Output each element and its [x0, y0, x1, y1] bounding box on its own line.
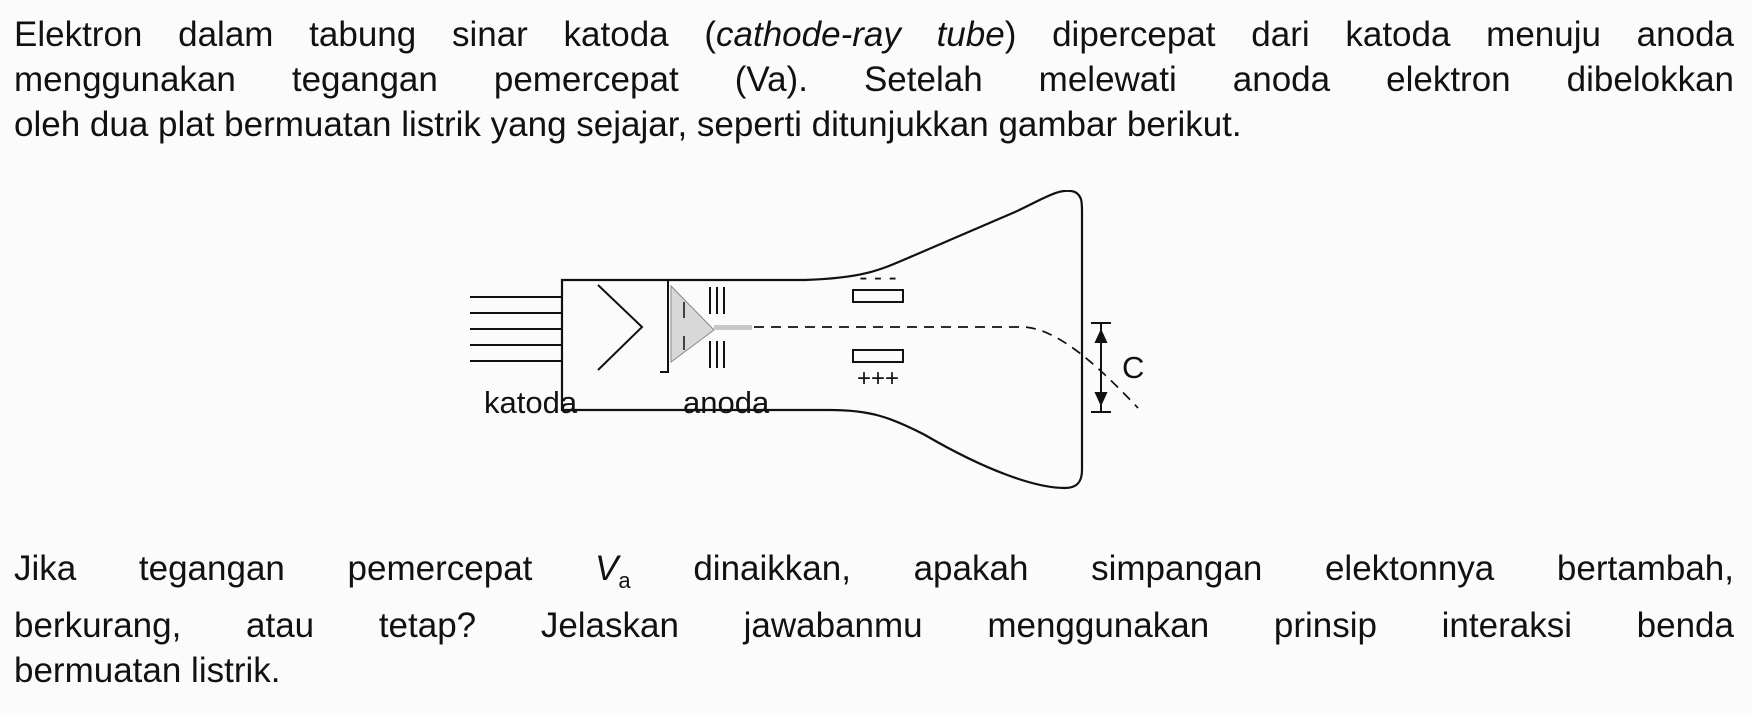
crt-tube-outline [562, 191, 1082, 488]
anode-label: anoda [683, 385, 770, 420]
electron-beam-path [754, 327, 1138, 408]
cathode-wires [470, 297, 562, 361]
cathode-filament [598, 285, 642, 370]
intro-line-2: menggunakan tegangan pemercepat (Va). Setelah melewati anoda elektron dibelokkan [14, 60, 1734, 99]
grid-bracket [660, 280, 668, 372]
voltage-subscript: a [618, 568, 631, 593]
top-deflection-plate [853, 290, 903, 302]
voltage-symbol: V [595, 549, 619, 588]
deflection-label: C [1122, 350, 1145, 385]
question-paragraph [14, 546, 1734, 693]
intro-paragraph [14, 12, 1734, 147]
question-line-3: bermuatan listrik. [14, 651, 281, 690]
question-line-2: berkurang, atau tetap? Jelaskan jawabanmu menggunakan prinsip interaksi benda [14, 606, 1734, 645]
electron-cone [671, 286, 714, 362]
intro-line-3: oleh dua plat bermuatan listrik yang sejajar, seperti ditunjukkan gambar berikut. [14, 105, 1242, 144]
intro-line-1: Elektron dalam tabung sinar katoda (cathode-ray tube) dipercepat dari katoda menuju anoda [14, 15, 1735, 54]
cathode-ray-tube-term: cathode-ray tube [716, 15, 1005, 54]
bottom-plate-charge: +++ [856, 365, 900, 392]
deflection-arrow [1091, 323, 1111, 412]
crt-diagram [470, 190, 1290, 540]
question-line-1: Jika tegangan pemercepat $V_a$ dinaikkan, apakah simpangan elektonnya bertambah, [14, 549, 1734, 593]
cathode-label: katoda [484, 385, 578, 420]
bottom-deflection-plate [853, 350, 903, 362]
top-plate-charge: - - - [859, 264, 897, 291]
